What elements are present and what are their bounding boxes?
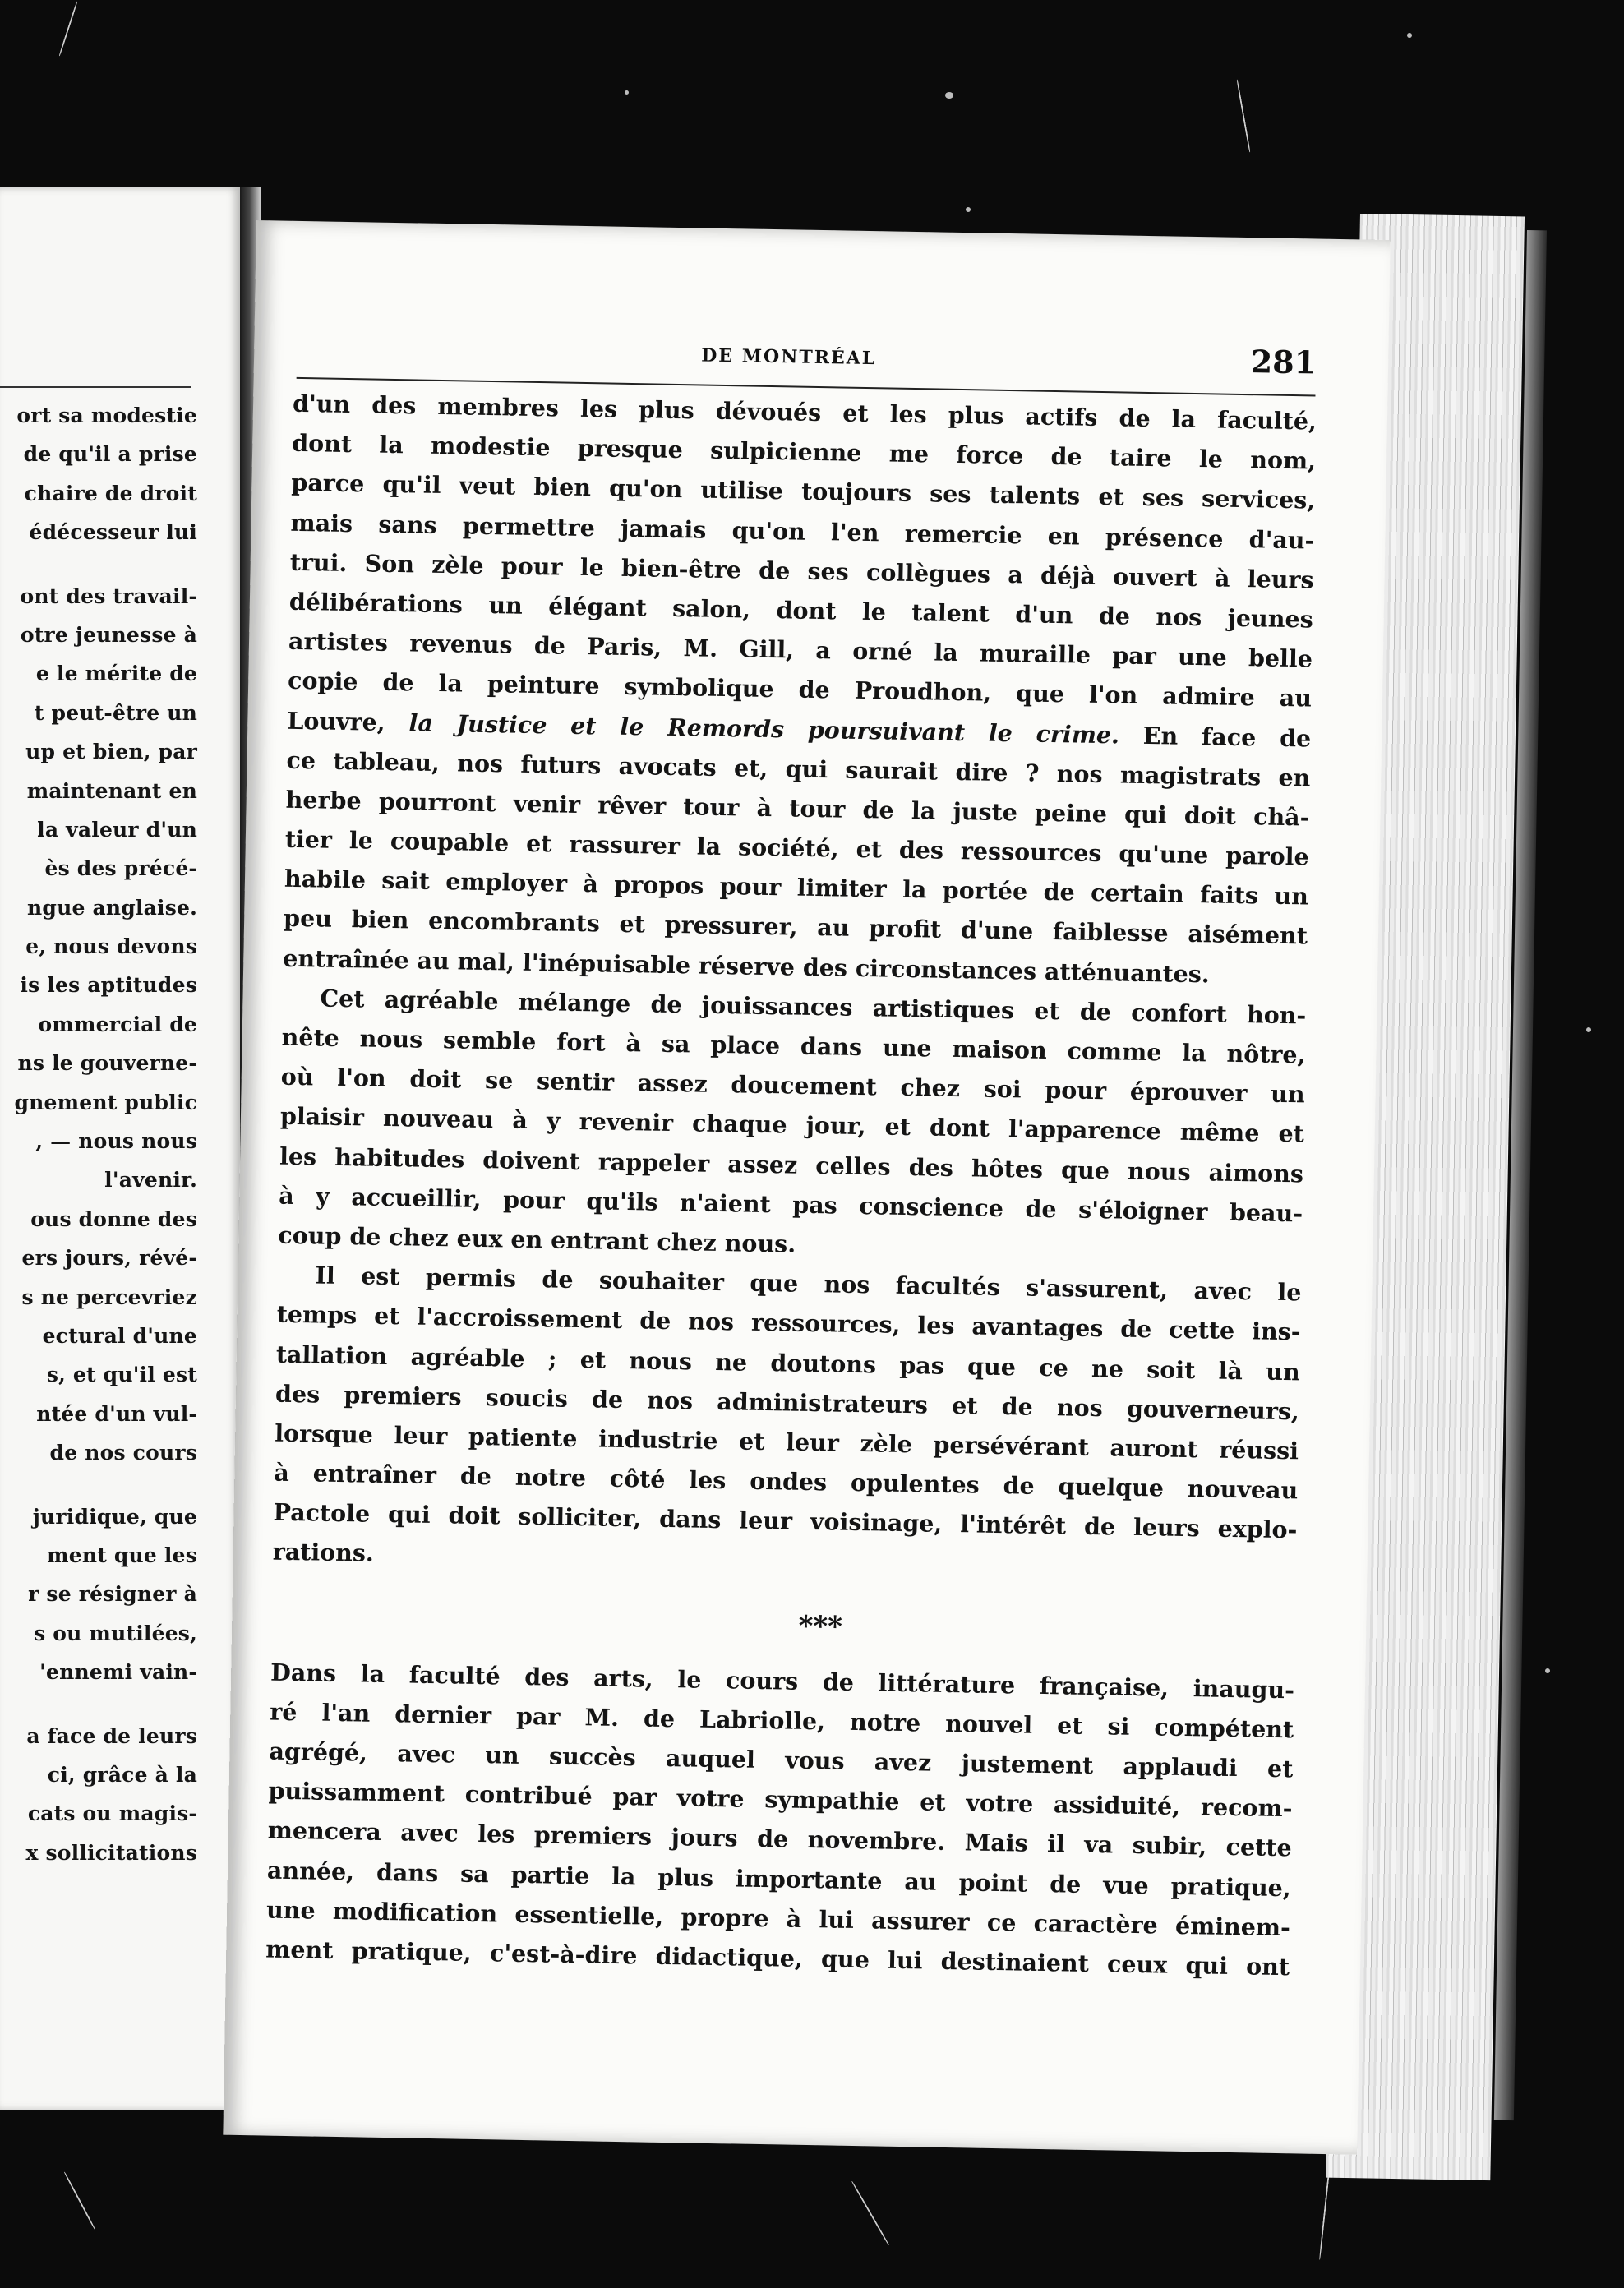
text-line: artistes revenus de Paris, M. Gill, a orné la muraille par une belle [288,626,1313,673]
left-line: s ne percevriez [21,1285,197,1309]
text-line: puissamment contribué par votre sympathie et votre assiduité, recom- [268,1776,1293,1823]
text-line: mais sans permettre jamais qu'on l'en remercie en présence d'au- [290,508,1315,555]
text-line: entraînée au mal, l'inépuisable réserve des circonstances atténuantes. [283,943,1211,989]
left-line: ers jours, révé- [21,1246,197,1271]
text-line: année, dans sa partie la plus importante au point de vue pratique, [266,1856,1292,1902]
text-line: à entraîner de notre côté les ondes opulentes de quelque nouveau [274,1458,1299,1505]
text-line: habile sait employer à propos pour limiter la portée de certain faits un [284,864,1309,911]
text-line: Dans la faculté des arts, le cours de littérature française, inaugu- [270,1658,1295,1704]
left-line: t peut-être un [34,700,197,725]
text-line: Cet agréable mélange de jouissances artistiques et de confort hon- [320,984,1307,1030]
text-line: d'un des membres les plus dévoués et les plus actifs de la faculté, [292,389,1317,436]
left-line: s, et qu'il est [46,1363,197,1387]
text-line: ment pratique, c'est-à-dire didactique, que lui destinaient ceux qui ont [265,1935,1290,1981]
text-line: tier le coupable et rassurer la société, et des ressources qu'une parole [284,824,1309,871]
left-page-text [0,396,197,1872]
left-line: ment que les [47,1543,197,1567]
left-line: édécesseur lui [29,520,197,545]
left-line: , — nous nous [35,1129,197,1154]
text-line: dont la modestie presque sulpicienne me force de taire le nom, [291,428,1317,475]
dust-speck [945,92,953,99]
dust-speck [1586,1027,1591,1032]
text-line: parce qu'il veut bien qu'on utilise toujours ses talents et ses services, [291,468,1316,514]
left-line: ectural d'une [42,1323,197,1348]
left-line: r se résigner à [28,1582,197,1607]
text-line: herbe pourront venir rêver tour à tour de la juste peine qui doit châ- [285,785,1310,832]
dust-hair [851,2181,890,2246]
left-line: ont des travail- [20,584,197,608]
left-line: ès des précé- [44,856,197,881]
page-body [265,384,1317,1987]
dust-speck [1545,1668,1550,1673]
left-line: ommercial de [38,1012,197,1036]
text-line: coup de chez eux en entrant chez nous. [278,1220,796,1258]
dust-hair [1236,80,1251,153]
dust-speck [625,90,629,95]
left-line-gap [0,1473,197,1497]
text-line: mencera avec les premiers jours de novembre. Mais il va subir, cette [267,1815,1292,1862]
left-line: de qu'il a prise [23,442,197,467]
text-line: où l'on doit se sentir assez doucement chez soi pour éprouver un [280,1062,1305,1109]
text-line: lorsque leur patiente industrie et leur zèle persévérant auront réussi [274,1418,1299,1465]
dust-speck [966,207,971,212]
text-line: des premiers soucis de nos administrateurs et de nos gouverneurs, [275,1379,1300,1426]
left-page [0,187,240,2110]
section-separator: *** [798,1609,843,1644]
running-head-title: DE MONTRÉAL [700,344,877,370]
left-line: a face de leurs [26,1723,197,1748]
page-number: 281 [1250,343,1317,381]
left-line: chaire de droit [24,481,197,505]
paragraph [265,1652,1295,1986]
left-line-gap [0,1692,197,1717]
left-line: cats ou magis- [27,1801,197,1826]
dust-hair [63,2171,95,2230]
text-line: ré l'an dernier par M. de Labriolle, notre nouvel et si compétent [270,1697,1294,1744]
left-line: gnement public [14,1090,197,1114]
text-line: tallation agréable ; et nous ne doutons pas que ce ne soit là un [275,1340,1301,1386]
text-line: agrégé, avec un succès auquel vous avez justement applaudi et [269,1737,1294,1783]
left-line: 'ennemi vain- [39,1660,197,1685]
text-line: peu bien encombrants et pressurer, au profit d'une faiblesse aisément [283,904,1308,950]
text-line: trui. Son zèle pour le bien-être de ses collègues a déjà ouvert à leurs [289,547,1314,594]
left-line: is les aptitudes [20,973,197,998]
left-line: up et bien, par [25,740,197,764]
text-line: une modification essentielle, propre à lui assurer ce caractère éminem- [265,1895,1291,1942]
left-line: ci, grâce à la [47,1762,197,1787]
left-line: maintenant en [26,778,197,803]
left-line: ngue anglaise. [27,895,197,920]
left-line: s ou mutilées, [34,1621,197,1645]
left-line: e le mérite de [35,662,197,686]
left-line: l'avenir. [104,1168,197,1192]
text-line: Pactole qui doit solliciter, dans leur voisinage, l'intérêt de leurs explo- [273,1497,1298,1544]
left-line-gap [0,552,197,577]
left-line: x sollicitations [25,1840,197,1865]
left-line: ort sa modestie [16,404,197,427]
text-line: temps et l'accroissement de nos ressources, les avantages de cette ins- [276,1299,1301,1346]
text-line: Il est permis de souhaiter que nos facultés s'assurent, avec le [315,1261,1302,1307]
text-line: délibérations un élégant salon, dont le talent d'un de nos jeunes [288,587,1314,634]
right-page [223,220,1390,2155]
text-line: copie de la peinture symbolique de Proudhon, que l'on admire au [287,667,1313,713]
text-line: les habitudes doivent rappeler assez celles des hôtes que nous aimons [279,1142,1304,1188]
dust-hair [58,1,78,56]
text-fragment: Louvre, [287,706,386,736]
left-line: ous donne des [30,1206,197,1231]
text-line: ce tableau, nos futurs avocats et, qui saurait dire ? nos magistrats en [286,745,1311,792]
left-line: juridique, que [32,1504,197,1529]
paragraph [278,978,1307,1273]
left-line: de nos cours [49,1441,197,1465]
left-line: ns le gouverne- [17,1051,197,1076]
left-line: e, nous devons [25,934,197,959]
text-line: nête nous semble fort à sa place dans une maison comme la nôtre, [281,1022,1306,1069]
left-line: ntée d'un vul- [36,1401,197,1426]
text-line: à y accueillir, pour qu'ils n'aient pas conscience de s'éloigner beau- [279,1181,1303,1228]
dust-speck [1407,33,1412,38]
left-line: otre jeunesse à [20,622,197,647]
left-page-rule [0,386,191,388]
text-fragment: En face de [1142,721,1312,752]
paragraph [283,384,1317,995]
text-line: rations. [272,1538,375,1568]
text-line: plaisir nouveau à y revenir chaque jour, et dont l'apparence même et [279,1102,1305,1148]
paragraph [272,1255,1302,1589]
artwork-title: la Justice et le Remords poursuivant le crime. [408,708,1120,749]
left-line: la valeur d'un [37,817,197,842]
